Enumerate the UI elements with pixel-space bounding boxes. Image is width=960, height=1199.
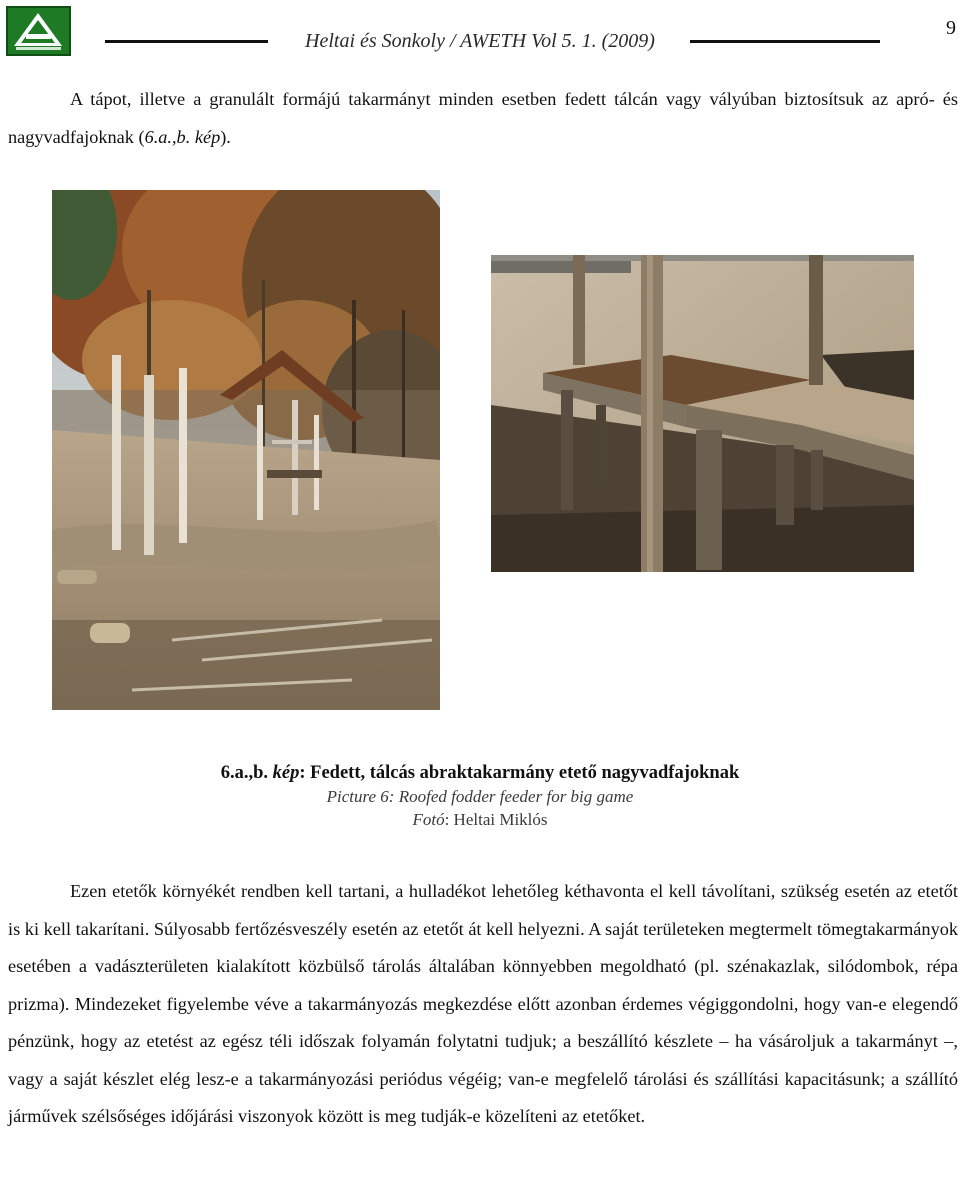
caption-title: : Fedett, tálcás abraktakarmány etető nagyvadfajoknak [299, 763, 740, 783]
paragraph-intro-text: A tápot, illetve a granulált formájú takarmányt minden esetben fedett tálcán vagy vályúban biztosítsuk az apró- és nagyvadfajoknak ( [8, 89, 958, 147]
figure-reference: 6.a.,b. kép [144, 126, 221, 147]
header-rule-left [105, 40, 268, 43]
paragraph-intro-end: ). [220, 126, 231, 147]
paragraph-intro [8, 81, 958, 156]
caption-ref-word: kép [272, 763, 300, 783]
caption-ref: 6.a.,b. [220, 763, 273, 783]
photo-credit-label: Fotó [412, 810, 445, 829]
photo-a-forest-feeder [52, 190, 440, 710]
page-number: 9 [946, 17, 956, 39]
figure-caption [0, 760, 960, 786]
photo-credit [0, 809, 960, 831]
header-rule-right [690, 40, 880, 43]
paragraph-body: Ezen etetők környékét rendben kell tartani, a hulladékot lehetőleg kéthavonta el kell távolítani, szükség esetén az etetőt is ki kell takarítani. Súlyosabb fertőzésveszély esetén az etetőt át kell helyezni. A saját területeken megtermelt tömegtakarmányok esetében a vadászterületen kialakított közbülső tárolás általában könnyebben megoldható (pl. szénakazlak, silódombok, répa prizma). Mindezeket figyelembe véve a takarmányozás megkezdése előtt azonban érdemes végiggondolni, hogy van-e elegendő pénzünk, hogy az etetést az egész téli időszak folyamán folytatni tudjuk; a beszállító készlete – ha vásároljuk a takarmányt –, vagy a saját készlet elég lesz-e a takarmányozási periódus végéig; van-e megfelelő tárolási és szállítási kapacitásunk; a szállító járművek szélsőséges időjárási viszonyok között is meg tudják-e közelíteni az etetőket. [8, 881, 958, 1126]
journal-logo-icon [6, 6, 71, 56]
figure-caption-english: Picture 6: Roofed fodder feeder for big game [326, 787, 634, 806]
photo-credit-name: : Heltai Miklós [444, 810, 548, 829]
photo-b-feeder-trays [491, 255, 914, 572]
running-header: Heltai és Sonkoly / AWETH Vol 5. 1. (2009) [305, 30, 655, 52]
